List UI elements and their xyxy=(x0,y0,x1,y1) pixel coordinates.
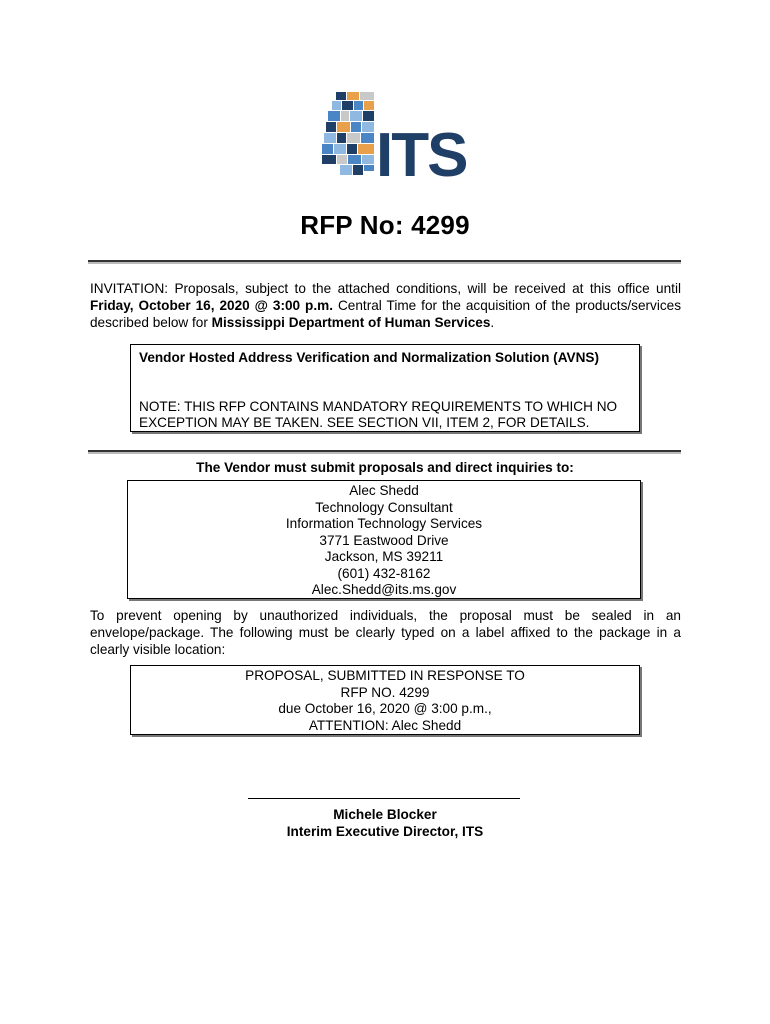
agency-name: Mississippi Department of Human Services xyxy=(211,315,491,330)
contact-street: 3771 Eastwood Drive xyxy=(319,532,449,548)
label-line: ATTENTION: Alec Shedd xyxy=(308,717,462,733)
label-line: RFP NO. 4299 xyxy=(340,684,430,700)
contact-phone: (601) 432-8162 xyxy=(337,565,431,581)
contact-email: Alec.Shedd@its.ms.gov xyxy=(311,582,457,597)
signer-title: Interim Executive Director, ITS xyxy=(286,824,484,839)
sealing-instructions: To prevent opening by unauthorized individuals, the proposal must be sealed in an envelope/package. The following must be clearly typed on a label affixed to the package in a clearly visible location: xyxy=(90,608,681,657)
divider xyxy=(88,260,681,262)
label-line: PROPOSAL, SUBMITTED IN RESPONSE TO xyxy=(245,668,525,683)
mississippi-mosaic-logo-icon xyxy=(318,90,467,190)
mandatory-note: NOTE: THIS RFP CONTAINS MANDATORY REQUIREMENTS TO WHICH NO EXCEPTION MAY BE TAKEN. SEE SECTION VII, ITEM 2, FOR DETAILS. xyxy=(139,399,618,430)
label-box xyxy=(130,665,640,735)
invitation-text: Central Time for the acquisition of the products/services described below for xyxy=(90,298,681,330)
contact-city: Jackson, MS 39211 xyxy=(324,549,444,564)
contact-box xyxy=(127,480,641,599)
contact-org: Information Technology Services xyxy=(285,516,483,531)
signature-line xyxy=(248,798,520,799)
rfp-title: RFP No: 4299 xyxy=(300,210,470,240)
contact-title: Technology Consultant xyxy=(315,499,453,515)
label-line: due October 16, 2020 @ 3:00 p.m., xyxy=(278,701,492,716)
contact-name: Alec Shedd xyxy=(349,483,419,498)
divider xyxy=(88,450,681,452)
solution-box xyxy=(130,344,640,432)
vendor-heading: The Vendor must submit proposals and direct inquiries to: xyxy=(196,460,574,475)
signer-name: Michele Blocker xyxy=(333,807,437,822)
deadline: Friday, October 16, 2020 @ 3:00 p.m. xyxy=(90,298,334,313)
invitation-paragraph xyxy=(90,280,681,331)
its-logo xyxy=(318,90,467,190)
invitation-text: . xyxy=(490,315,495,330)
solution-heading: Vendor Hosted Address Verification and Normalization Solution (AVNS) xyxy=(139,350,599,365)
invitation-text: INVITATION: Proposals, subject to the attached conditions, will be received at this office until xyxy=(90,281,681,296)
svg-text:ITS: ITS xyxy=(376,121,467,190)
